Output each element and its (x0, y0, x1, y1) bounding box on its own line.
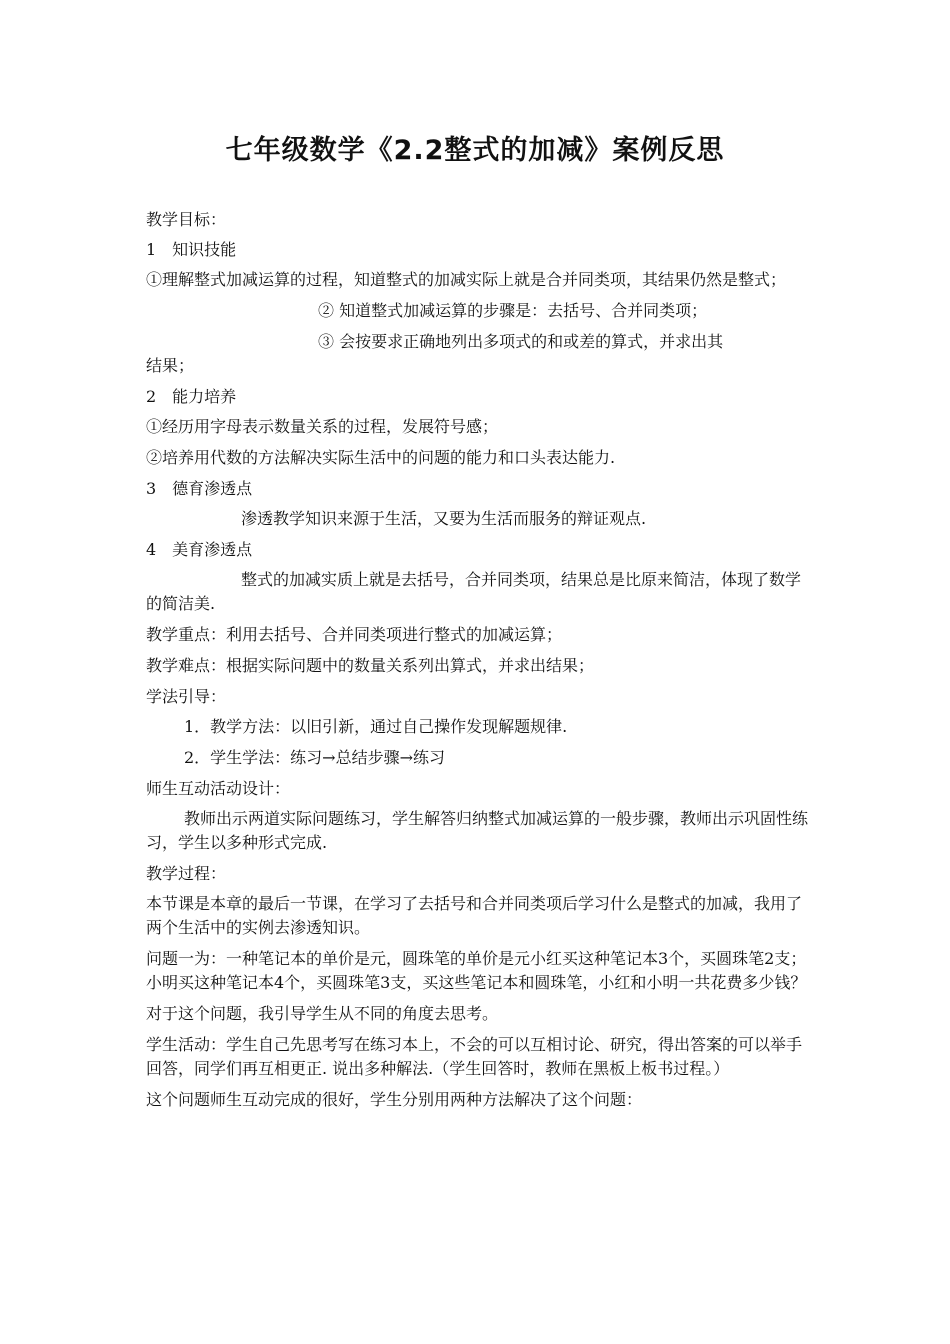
goal-item-3: ③ 会按要求正确地列出多项式的和或差的算式，并求出其 (318, 332, 724, 351)
goal-item-1: ①理解整式加减运算的过程，知道整式的加减实际上就是合并同类项，其结果仍然是整式； (146, 270, 787, 289)
result-note: 这个问题师生互动完成的很好，学生分别用两种方法解决了这个问题： (146, 1090, 643, 1109)
process-intro: 本节课是本章的最后一节课，在学习了去括号和合并同类项后学习什么是整式的加减，我用了两个生活中的实例去渗透知识。 (146, 894, 803, 937)
document-title: 七年级数学《2.2整式的加减》案例反思 (225, 135, 725, 166)
subsection-ability: 2 能力培养 (146, 387, 237, 406)
goal-item-2: ② 知道整式加减运算的步骤是：去括号、合并同类项； (318, 301, 708, 320)
guide-item-1: 1．教学方法：以旧引新，通过自己操作发现解题规律. (184, 717, 568, 736)
teaching-difficulty: 教学难点：根据实际问题中的数量关系列出算式，并求出结果； (146, 656, 595, 675)
teaching-key-point: 教学重点：利用去括号、合并同类项进行整式的加减运算； (146, 625, 563, 644)
problem-one: 问题一为：一种笔记本的单价是元，圆珠笔的单价是元小红买这种笔记本3个，买圆珠笔2支；小明买这种笔记本4个，买圆珠笔3支，买这些笔记本和圆珠笔，小红和小明一共花费多少钱？ (146, 949, 807, 992)
section-heading-guide: 学法引导： (146, 687, 227, 706)
goal-item-3-continued: 结果； (146, 356, 195, 375)
approach-note: 对于这个问题，我引导学生从不同的角度去思考。 (146, 1004, 499, 1023)
subsection-moral: 3 德育渗透点 (146, 479, 253, 498)
interaction-body: 教师出示两道实际问题练习，学生解答归纳整式加减运算的一般步骤，教师出示巩固性练习，学生以多种形式完成. (146, 809, 809, 852)
ability-item-2: ②培养用代数的方法解决实际生活中的问题的能力和口头表达能力. (146, 448, 616, 467)
moral-item: 渗透教学知识来源于生活，又要为生活而服务的辩证观点. (241, 509, 647, 528)
subsection-aesthetic: 4 美育渗透点 (146, 540, 253, 559)
aesthetic-item: 整式的加减实质上就是去括号，合并同类项，结果总是比原来简洁，体现了数学的简洁美. (146, 570, 802, 613)
section-heading-teaching-goals: 教学目标： (146, 210, 227, 229)
document-body (146, 208, 810, 1119)
student-activity: 学生活动：学生自己先思考写在练习本上，不会的可以互相讨论、研究，得出答案的可以举手回答，同学们再互相更正. 说出多种解法.（学生回答时，教师在黑板上板书过程。） (146, 1035, 803, 1078)
section-heading-process: 教学过程： (146, 864, 227, 883)
subsection-knowledge-skills: 1 知识技能 (146, 240, 237, 259)
section-heading-interaction: 师生互动活动设计： (146, 779, 291, 798)
ability-item-1: ①经历用字母表示数量关系的过程，发展符号感； (146, 417, 499, 436)
guide-item-2: 2．学生学法：练习→总结步骤→练习 (184, 748, 445, 767)
